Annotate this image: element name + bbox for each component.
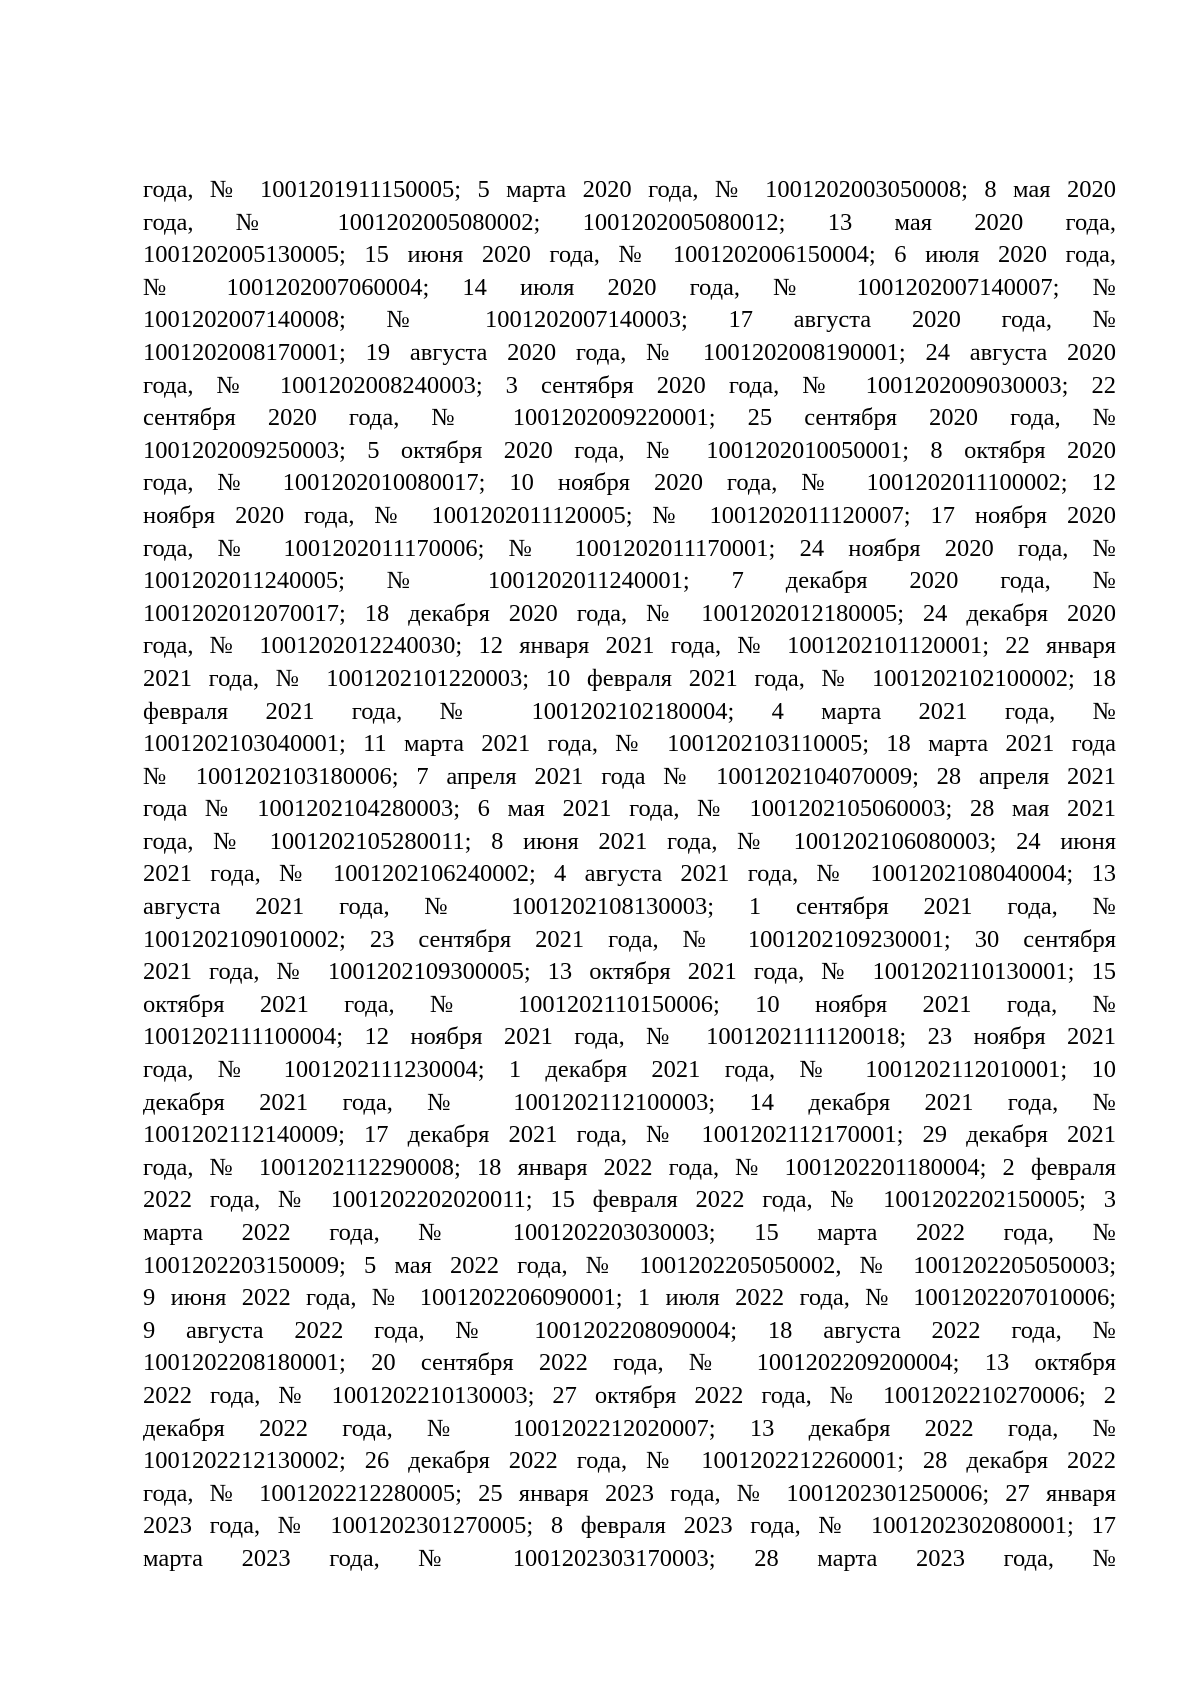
text-line: 1001202007140008; № 1001202007140003; 17 августа 2020 года, № (143, 306, 1116, 334)
text-line: февраля 2021 года, № 1001202102180004; 4 марта 2021 года, № (143, 697, 1116, 725)
text-line: 9 августа 2022 года, № 1001202208090004; 18 августа 2022 года, № (143, 1316, 1116, 1344)
text-line: 1001202109010002; 23 сентября 2021 года, № 1001202109230001; 30 сентября (143, 925, 1116, 953)
text-line: года, № 1001202105280011; 8 июня 2021 года, № 1001202106080003; 24 июня (143, 827, 1116, 855)
text-line: 1001202103040001; 11 марта 2021 года, № 1001202103110005; 18 марта 2021 года (143, 730, 1116, 758)
text-line: 1001202111100004; 12 ноября 2021 года, № 1001202111120018; 23 ноября 2021 (143, 1023, 1116, 1051)
text-line: 2023 года, № 1001202301270005; 8 февраля 2023 года, № 1001202302080001; 17 (143, 1512, 1116, 1540)
text-line: года, № 1001202011170006; № 1001202011170001; 24 ноября 2020 года, № (143, 534, 1116, 562)
text-line: 1001202005130005; 15 июня 2020 года, № 1001202006150004; 6 июля 2020 года, (143, 241, 1116, 269)
text-line: года, № 1001202010080017; 10 ноября 2020 года, № 1001202011100002; 12 (143, 469, 1116, 497)
body-text (143, 174, 1116, 1576)
text-line: октября 2021 года, № 1001202110150006; 10 ноября 2021 года, № (143, 990, 1116, 1018)
text-line: 1001202212130002; 26 декабря 2022 года, № 1001202212260001; 28 декабря 2022 (143, 1447, 1116, 1475)
text-line: ноября 2020 года, № 1001202011120005; № 1001202011120007; 17 ноября 2020 (143, 501, 1116, 529)
text-line: года № 1001202104280003; 6 мая 2021 года, № 1001202105060003; 28 мая 2021 (143, 795, 1116, 823)
text-line: 1001202011240005; № 1001202011240001; 7 декабря 2020 года, № (143, 567, 1116, 595)
text-line: 1001202008170001; 19 августа 2020 года, № 1001202008190001; 24 августа 2020 (143, 338, 1116, 366)
text-line: года, № 1001202212280005; 25 января 2023 года, № 1001202301250006; 27 января (143, 1479, 1116, 1507)
text-line: года, № 1001202005080002; 1001202005080012; 13 мая 2020 года, (143, 208, 1116, 236)
text-line: № 1001202007060004; 14 июля 2020 года, № 1001202007140007; № (143, 273, 1116, 301)
text-line: 1001202208180001; 20 сентября 2022 года, № 1001202209200004; 13 октября (143, 1349, 1116, 1377)
text-line: № 1001202103180006; 7 апреля 2021 года № 1001202104070009; 28 апреля 2021 (143, 762, 1116, 790)
text-line: 2022 года, № 1001202202020011; 15 февраля 2022 года, № 1001202202150005; 3 (143, 1186, 1116, 1214)
text-line: 1001202012070017; 18 декабря 2020 года, № 1001202012180005; 24 декабря 2020 (143, 599, 1116, 627)
text-line: года, № 1001201911150005; 5 марта 2020 года, № 1001202003050008; 8 мая 2020 (143, 176, 1116, 203)
text-line: 2021 года, № 1001202109300005; 13 октября 2021 года, № 1001202110130001; 15 (143, 958, 1116, 986)
text-line: года, № 1001202008240003; 3 сентября 2020 года, № 1001202009030003; 22 (143, 371, 1116, 399)
text-line: 2022 года, № 1001202210130003; 27 октября 2022 года, № 1001202210270006; 2 (143, 1381, 1116, 1409)
text-line: года, № 1001202012240030; 12 января 2021 года, № 1001202101120001; 22 января (143, 632, 1116, 660)
text-line: марта 2023 года, № 1001202303170003; 28 марта 2023 года, № (143, 1544, 1116, 1572)
text-line: 9 июня 2022 года, № 1001202206090001; 1 июля 2022 года, № 1001202207010006; (143, 1284, 1116, 1312)
text-line: 1001202112140009; 17 декабря 2021 года, № 1001202112170001; 29 декабря 2021 (143, 1121, 1116, 1149)
text-line: года, № 1001202112290008; 18 января 2022 года, № 1001202201180004; 2 февраля (143, 1153, 1116, 1181)
text-line: 2021 года, № 1001202106240002; 4 августа 2021 года, № 1001202108040004; 13 (143, 860, 1116, 888)
text-line: августа 2021 года, № 1001202108130003; 1 сентября 2021 года, № (143, 893, 1116, 921)
text-line: декабря 2021 года, № 1001202112100003; 14 декабря 2021 года, № (143, 1088, 1116, 1116)
text-line: года, № 1001202111230004; 1 декабря 2021 года, № 1001202112010001; 10 (143, 1056, 1116, 1084)
text-line: марта 2022 года, № 1001202203030003; 15 марта 2022 года, № (143, 1219, 1116, 1246)
text-line: 1001202203150009; 5 мая 2022 года, № 1001202205050002, № 1001202205050003; (143, 1251, 1116, 1279)
text-line: декабря 2022 года, № 1001202212020007; 13 декабря 2022 года, № (143, 1414, 1116, 1442)
text-line: сентября 2020 года, № 1001202009220001; 25 сентября 2020 года, № (143, 404, 1116, 432)
text-line: 2021 года, № 1001202101220003; 10 февраля 2021 года, № 1001202102100002; 18 (143, 664, 1116, 692)
text-line: 1001202009250003; 5 октября 2020 года, № 1001202010050001; 8 октября 2020 (143, 436, 1116, 464)
